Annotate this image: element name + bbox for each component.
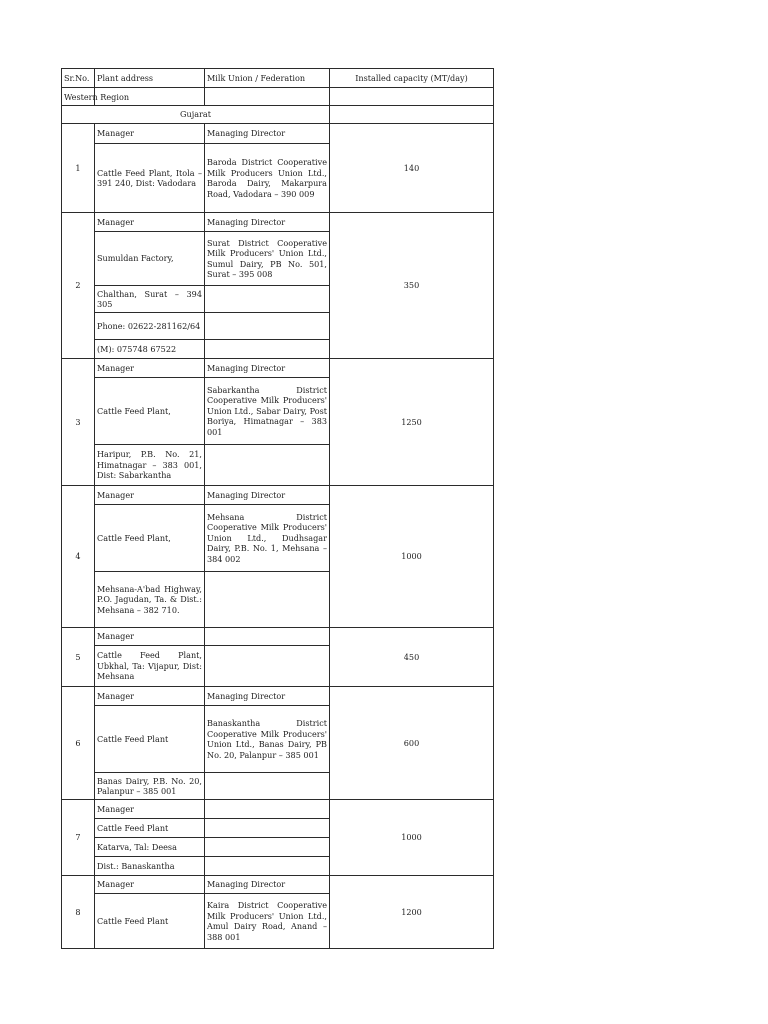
plant-address-cell-text: Haripur, P.B. No. 21, Himatnagar – 383 001, Dist: Sabarkantha — [97, 449, 202, 481]
milk-union-cell — [204, 645, 330, 687]
plant-address-cell — [94, 377, 205, 445]
plant-address-cell — [94, 856, 205, 876]
sr-no-cell — [61, 686, 95, 800]
header-installed-capacity — [329, 68, 494, 88]
sr-no-cell — [61, 627, 95, 687]
plant-address-cell-text: Cattle Feed Plant — [97, 915, 169, 926]
plant-address-cell-text: Phone: 02622-281162/64 — [97, 320, 201, 331]
plant-address-cell-text: Manager — [97, 128, 134, 139]
milk-union-cell-text: Baroda District Cooperative Milk Producers Union Ltd., Baroda Dairy, Makarpura Road, Vadodara – 390 009 — [207, 157, 327, 199]
sr-no-cell — [61, 212, 95, 359]
capacity-cell-text: 1250 — [401, 416, 422, 427]
milk-union-cell — [204, 444, 330, 486]
plant-address-cell-text: Manager — [97, 803, 134, 814]
plant-address-cell — [94, 143, 205, 213]
state-heading-text: Gujarat — [180, 109, 211, 120]
capacity-cell-text: 600 — [403, 737, 420, 748]
header-milk-union-text: Milk Union / Federation — [207, 72, 306, 83]
region-label: Western Region — [64, 92, 130, 102]
sr-no-cell-text: 3 — [75, 416, 81, 427]
state-row-capacity-cell — [329, 105, 494, 124]
plant-address-cell-text: Manager — [97, 690, 134, 701]
milk-union-cell-text: Mehsana District Cooperative Milk Producers' Union Ltd., Dudhsagar Dairy, P.B. No. 1, Mehsana – 384 002 — [207, 511, 327, 564]
capacity-cell — [329, 686, 494, 800]
plant-address-cell-text: Manager — [97, 489, 134, 500]
milk-union-cell — [204, 856, 330, 876]
plant-address-cell-text: Mehsana-A'bad Highway, P.O. Jagudan, Ta. & Dist.: Mehsana – 382 710. — [97, 583, 202, 615]
plant-address-cell — [94, 285, 205, 313]
sr-no-cell-text: 5 — [75, 651, 81, 662]
plant-address-cell — [94, 485, 205, 505]
plant-address-cell — [94, 772, 205, 800]
region-row-capacity-cell — [329, 87, 494, 106]
milk-union-cell-text: Kaira District Cooperative Milk Producers' Union Ltd., Amul Dairy Road, Anand – 388 001 — [207, 900, 327, 942]
milk-union-cell — [204, 339, 330, 359]
milk-union-cell — [204, 358, 330, 378]
milk-union-cell-text: Managing Director — [207, 489, 286, 500]
sr-no-cell — [61, 799, 95, 876]
milk-union-cell-text: Managing Director — [207, 879, 286, 890]
milk-union-cell — [204, 686, 330, 706]
plant-address-cell-text: Cattle Feed Plant, — [97, 532, 171, 543]
milk-union-cell — [204, 799, 330, 819]
plant-address-cell-text: Sumuldan Factory, — [97, 253, 174, 264]
plant-address-cell — [94, 837, 205, 857]
milk-union-cell — [204, 893, 330, 949]
plant-address-cell — [94, 212, 205, 232]
milk-union-cell-text: Managing Director — [207, 128, 286, 139]
milk-union-cell — [204, 143, 330, 213]
plant-address-cell — [94, 504, 205, 572]
capacity-cell-text: 1000 — [401, 832, 422, 843]
sr-no-cell — [61, 485, 95, 628]
sr-no-cell-text: 4 — [75, 551, 81, 562]
milk-union-cell — [204, 875, 330, 894]
milk-union-cell-text: Managing Director — [207, 690, 286, 701]
milk-union-cell — [204, 123, 330, 144]
header-installed-capacity-text: Installed capacity (MT/day) — [355, 72, 468, 83]
sr-no-cell-text: 7 — [75, 832, 81, 843]
milk-union-cell — [204, 485, 330, 505]
plant-address-cell — [94, 799, 205, 819]
plant-address-cell-text: Manager — [97, 879, 134, 890]
capacity-cell-text: 1000 — [401, 551, 422, 562]
plant-address-cell-text: Banas Dairy, P.B. No. 20, Palanpur – 385 001 — [97, 775, 202, 796]
sr-no-cell — [61, 123, 95, 213]
plant-address-cell-text: Katarva, Tal: Deesa — [97, 841, 177, 852]
plant-address-cell — [94, 875, 205, 894]
milk-union-cell — [204, 818, 330, 838]
milk-union-cell-text: Managing Director — [207, 216, 286, 227]
milk-union-cell — [204, 627, 330, 646]
sr-no-cell-text: 1 — [75, 162, 81, 173]
sr-no-cell — [61, 358, 95, 486]
plant-address-cell — [94, 339, 205, 359]
plant-address-cell — [94, 627, 205, 646]
plant-address-cell-text: Manager — [97, 631, 134, 642]
region-row-union-cell — [204, 87, 330, 106]
plant-address-cell-text: Chalthan, Surat – 394 305 — [97, 288, 202, 309]
milk-union-cell-text: Banaskantha District Cooperative Milk Producers' Union Ltd., Banas Dairy, PB No. 20, Palanpur – 385 001 — [207, 718, 327, 760]
plant-address-cell — [94, 231, 205, 286]
milk-union-cell — [204, 504, 330, 572]
plant-address-cell-text: Manager — [97, 362, 134, 373]
capacity-cell-text: 140 — [403, 162, 420, 173]
milk-union-cell — [204, 772, 330, 800]
capacity-cell — [329, 212, 494, 359]
plant-address-cell — [94, 818, 205, 838]
sr-no-cell — [61, 875, 95, 949]
capacity-cell — [329, 799, 494, 876]
table-grid — [62, 69, 494, 949]
capacity-cell — [329, 875, 494, 949]
milk-union-cell — [204, 312, 330, 340]
plant-address-cell — [94, 444, 205, 486]
milk-union-cell-text: Managing Director — [207, 362, 286, 373]
capacity-cell — [329, 358, 494, 486]
header-sr-no-text: Sr.No. — [64, 72, 90, 83]
milk-union-cell — [204, 571, 330, 628]
capacity-table — [62, 69, 494, 949]
plant-address-cell — [94, 358, 205, 378]
header-plant-address — [94, 68, 205, 88]
plant-address-cell-text: Cattle Feed Plant, — [97, 405, 171, 416]
sr-no-cell-text: 2 — [75, 280, 81, 291]
header-sr-no — [61, 68, 95, 88]
state-heading — [61, 105, 330, 124]
sr-no-cell-text: 6 — [75, 737, 81, 748]
milk-union-cell — [204, 231, 330, 286]
milk-union-cell — [204, 377, 330, 445]
capacity-cell — [329, 123, 494, 213]
plant-address-cell-text: Cattle Feed Plant, Itola – 391 240, Dist: Vadodara — [97, 167, 202, 188]
plant-address-cell-text: Manager — [97, 216, 134, 227]
plant-address-cell — [94, 686, 205, 706]
milk-union-cell-text: Sabarkantha District Cooperative Milk Producers' Union Ltd., Sabar Dairy, Post Boriya, Himatnagar – 383 001 — [207, 384, 327, 437]
header-milk-union — [204, 68, 330, 88]
capacity-cell-text: 450 — [403, 651, 420, 662]
milk-union-cell — [204, 837, 330, 857]
milk-union-cell — [204, 285, 330, 313]
milk-union-cell-text: Surat District Cooperative Milk Producers' Union Ltd., Sumul Dairy, PB No. 501, Surat – 395 008 — [207, 237, 327, 279]
milk-union-cell — [204, 705, 330, 773]
header-plant-address-text: Plant address — [97, 72, 154, 83]
capacity-cell-text: 1200 — [401, 906, 422, 917]
plant-address-cell-text: Cattle Feed Plant, Ubkhal, Ta: Vijapur, Dist: Mehsana — [97, 650, 202, 682]
sr-no-cell-text: 8 — [75, 906, 81, 917]
plant-address-cell — [94, 893, 205, 949]
plant-address-cell — [94, 571, 205, 628]
plant-address-cell — [94, 123, 205, 144]
plant-address-cell-text: Dist.: Banaskantha — [97, 860, 175, 871]
capacity-cell — [329, 485, 494, 628]
milk-union-cell — [204, 212, 330, 232]
plant-address-cell — [94, 312, 205, 340]
plant-address-cell-text: Cattle Feed Plant — [97, 822, 169, 833]
capacity-cell — [329, 627, 494, 687]
plant-address-cell — [94, 705, 205, 773]
plant-address-cell-text: Cattle Feed Plant — [97, 733, 169, 744]
plant-address-cell — [94, 645, 205, 687]
plant-address-cell-text: (M): 075748 67522 — [97, 343, 177, 354]
capacity-cell-text: 350 — [403, 280, 420, 291]
